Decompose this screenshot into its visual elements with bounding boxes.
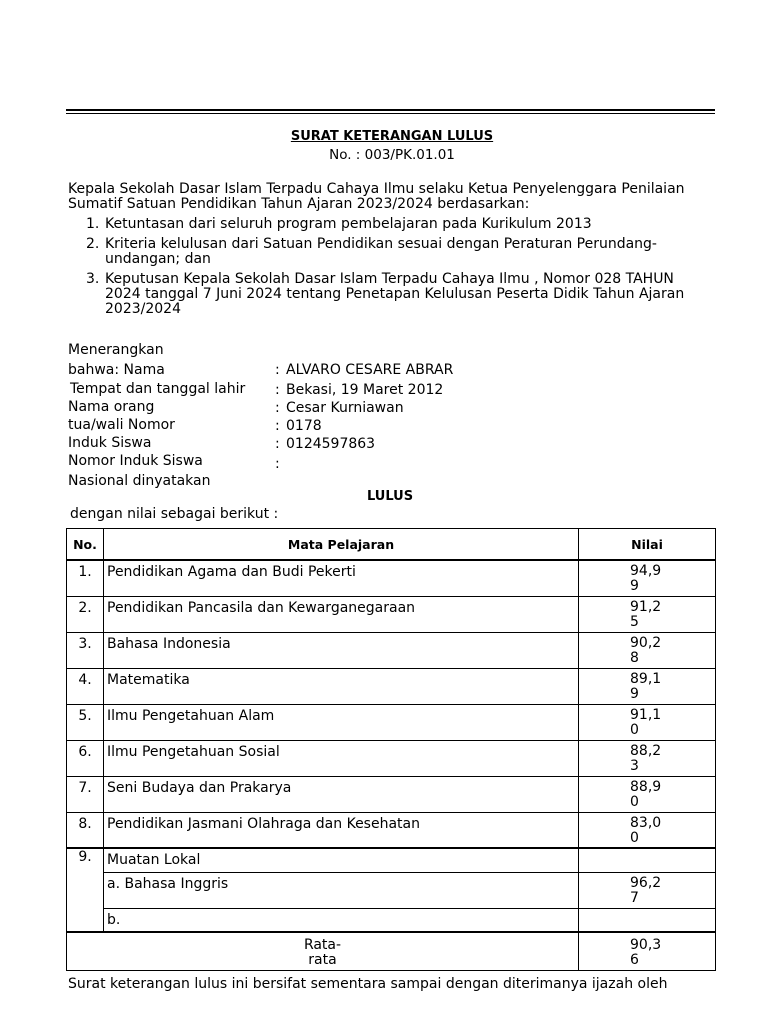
row-subject: Pendidikan Agama dan Budi Pekerti [104,560,579,596]
header-score: Nilai [579,529,716,561]
row-number: 6. [67,740,104,776]
intro-paragraph: Kepala Sekolah Dasar Islam Terpadu Cahaya Ilmu selaku Ketua Penyelenggara Penilaian Sumatif Satuan Pendidikan Tahun Ajaran 2023/2024 berdasarkan: [68,181,685,212]
row-number: 7. [67,776,104,812]
header-double-rule-bottom [66,113,715,114]
basis-item-text: Ketuntasan dari seluruh program pembelajaran pada Kurikulum 2013 [105,216,592,232]
table-row [67,668,716,704]
row-score: 91,10 [630,706,662,738]
row-number: 2. [67,596,104,632]
basis-item-number: 3. [86,271,100,287]
table-row [67,704,716,740]
name-colon: : [275,362,280,378]
table-row [67,632,716,668]
birth-colon: : [275,382,280,398]
row-score-cell [579,632,716,668]
grades-intro: dengan nilai sebagai berikut : [70,506,279,522]
row-score-cell [579,560,716,596]
row-score-cell [579,596,716,632]
basis-item [86,217,686,232]
basis-list [86,217,686,322]
local-item-subject: b. [104,908,579,932]
nis-label: Induk Siswa [68,435,152,451]
local-item-row [67,872,716,908]
row-score-cell [579,740,716,776]
birth-label: Tempat dan tanggal lahir [70,381,246,397]
basis-item-text: Keputusan Kepala Sekolah Dasar Islam Terpadu Cahaya Ilmu , Nomor 028 TAHUN 2024 tanggal 7 Juni 2024 tentang Penetapan Kelulusan Peserta Didik Tahun Ajaran 2023/2024 [105,271,685,317]
row-subject: Ilmu Pengetahuan Sosial [104,740,579,776]
table-row [67,812,716,848]
parent-name: Cesar Kurniawan [286,400,404,416]
row-number: 5. [67,704,104,740]
row-score: 91,25 [630,598,662,630]
average-row [67,932,716,970]
name-label: bahwa: Nama [68,362,165,378]
footer-text: Surat keterangan lulus ini bersifat sementara sampai dengan diterimanya ijazah oleh [68,976,668,992]
table-row [67,740,716,776]
row-score: 89,19 [630,670,662,702]
average-score-cell [579,932,716,970]
row-score-cell [579,812,716,848]
local-item-score-cell [579,908,716,932]
local-subject: Muatan Lokal [104,848,579,872]
average-label-cell [67,932,579,970]
grades-table [66,528,716,971]
basis-item-number: 2. [86,236,100,252]
average-label-line2: rata [308,952,337,968]
parent-colon: : [275,400,280,416]
average-label-line1: Rata- [303,937,342,953]
local-item-subject: a. Bahasa Inggris [104,872,579,908]
nisn-colon: : [275,456,280,472]
student-nis: 0124597863 [286,436,376,452]
row-score: 88,23 [630,742,662,774]
row-number: 4. [67,668,104,704]
row-subject: Seni Budaya dan Prakarya [104,776,579,812]
parent-label-line1: Nama orang [68,399,155,415]
student-birth: Bekasi, 19 Maret 2012 [286,382,444,398]
basis-item-text: Kriteria kelulusan dari Satuan Pendidikan sesuai dengan Peraturan Perundang-undangan; dan [105,236,657,267]
basis-item-number: 1. [86,216,100,232]
header-no: No. [67,529,104,561]
row-score-cell [579,668,716,704]
student-name: ALVARO CESARE ABRAR [286,362,454,378]
table-row [67,596,716,632]
average-score: 90,36 [630,937,662,968]
nis-colon: : [275,436,280,452]
row-score: 90,28 [630,634,662,666]
row-number: 3. [67,632,104,668]
parent-label-line2: tua/wali Nomor [68,417,175,433]
row-number: 8. [67,812,104,848]
row-subject: Pendidikan Pancasila dan Kewarganegaraan [104,596,579,632]
local-item-score: 96,27 [630,874,662,906]
local-number: 9. [67,848,104,932]
row-score-cell [579,704,716,740]
parent-no-colon: : [275,418,280,434]
certify-label: Menerangkan [68,342,164,358]
row-score: 94,99 [630,563,662,594]
basis-item [86,237,686,267]
basis-item [86,272,686,317]
nisn-label-line2: Nasional dinyatakan [68,473,211,489]
local-score-cell [579,848,716,872]
row-number: 1. [67,560,104,596]
header-subject: Mata Pelajaran [104,529,579,561]
letter-number: No. : 003/PK.01.01 [329,147,455,163]
row-subject: Ilmu Pengetahuan Alam [104,704,579,740]
local-item-score-cell [579,872,716,908]
header-double-rule-top [66,109,715,111]
row-subject: Matematika [104,668,579,704]
table-row [67,776,716,812]
row-subject: Bahasa Indonesia [104,632,579,668]
graduation-status: LULUS [366,489,414,504]
row-score: 88,90 [630,778,662,810]
row-score-cell [579,776,716,812]
row-score: 83,00 [630,814,662,846]
grades-header-row [67,529,716,561]
parent-number: 0178 [286,418,322,434]
nisn-label-line1: Nomor Induk Siswa [68,453,203,469]
row-subject: Pendidikan Jasmani Olahraga dan Kesehatan [104,812,579,848]
local-content-row [67,848,716,872]
table-row [67,560,716,596]
letter-title: SURAT KETERANGAN LULUS [290,129,494,144]
local-item-row [67,908,716,932]
